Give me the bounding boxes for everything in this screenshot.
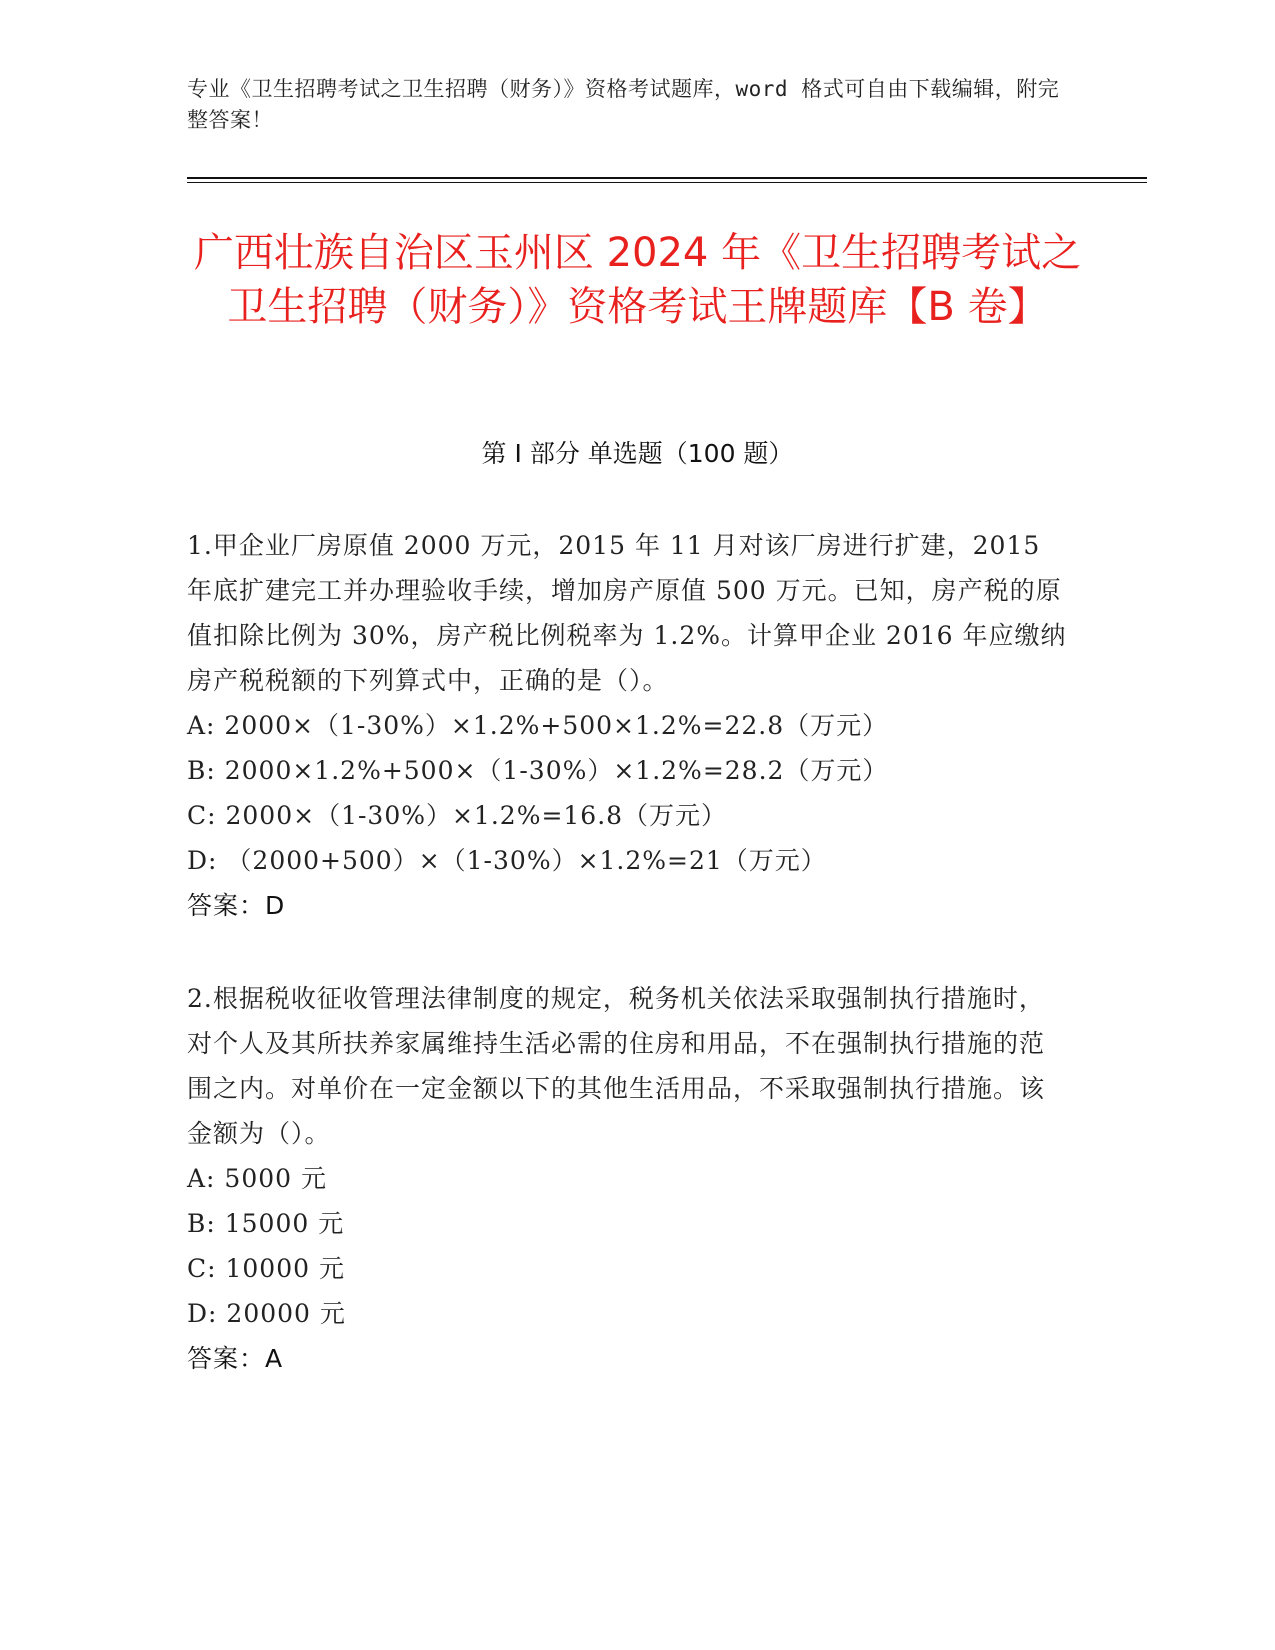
header-divider-thick	[187, 177, 1147, 179]
option-c: C: 10000 元	[187, 1254, 345, 1283]
option-d: D: （2000+500）×（1-30%）×1.2%=21（万元）	[187, 846, 827, 875]
answer-label: 答案：A	[187, 1344, 284, 1373]
option-d: D: 20000 元	[187, 1299, 346, 1328]
option-b: B: 15000 元	[187, 1209, 345, 1238]
header-divider-thin	[187, 182, 1147, 183]
option-a: A: 2000×（1-30%）×1.2%+500×1.2%=22.8（万元）	[187, 711, 889, 740]
question-2	[187, 976, 1067, 1381]
question-stem: 1.甲企业厂房原值 2000 万元，2015 年 11 月对该厂房进行扩建，2015 年底扩建完工并办理验收手续，增加房产原值 500 万元。已知，房产税的原值扣除比例为 30%，房产税比例税率为 1.2%。计算甲企业 2016 年应缴纳房产税税额的下列算式中，正确的是（）。	[187, 531, 1067, 695]
option-b: B: 2000×1.2%+500×（1-30%）×1.2%=28.2（万元）	[187, 756, 889, 785]
question-stem: 2.根据税收征收管理法律制度的规定，税务机关依法采取强制执行措施时，对个人及其所扶养家属维持生活必需的住房和用品，不在强制执行措施的范围之内。对单价在一定金额以下的其他生活用品，不采取强制执行措施。该金额为（）。	[187, 984, 1046, 1148]
option-c: C: 2000×（1-30%）×1.2%=16.8（万元）	[187, 801, 728, 830]
header-note: 专业《卫生招聘考试之卫生招聘（财务）》资格考试题库，word 格式可自由下载编辑，附完整答案！	[187, 77, 1060, 132]
section-title: 第 I 部分 单选题（100 题）	[481, 439, 794, 468]
option-a: A: 5000 元	[187, 1164, 327, 1193]
answer-label: 答案：D	[187, 891, 286, 920]
question-1	[187, 523, 1067, 928]
document-title: 广西壮族自治区玉州区 2024 年《卫生招聘考试之卫生招聘（财务）》资格考试王牌题库【B 卷】	[193, 230, 1082, 330]
